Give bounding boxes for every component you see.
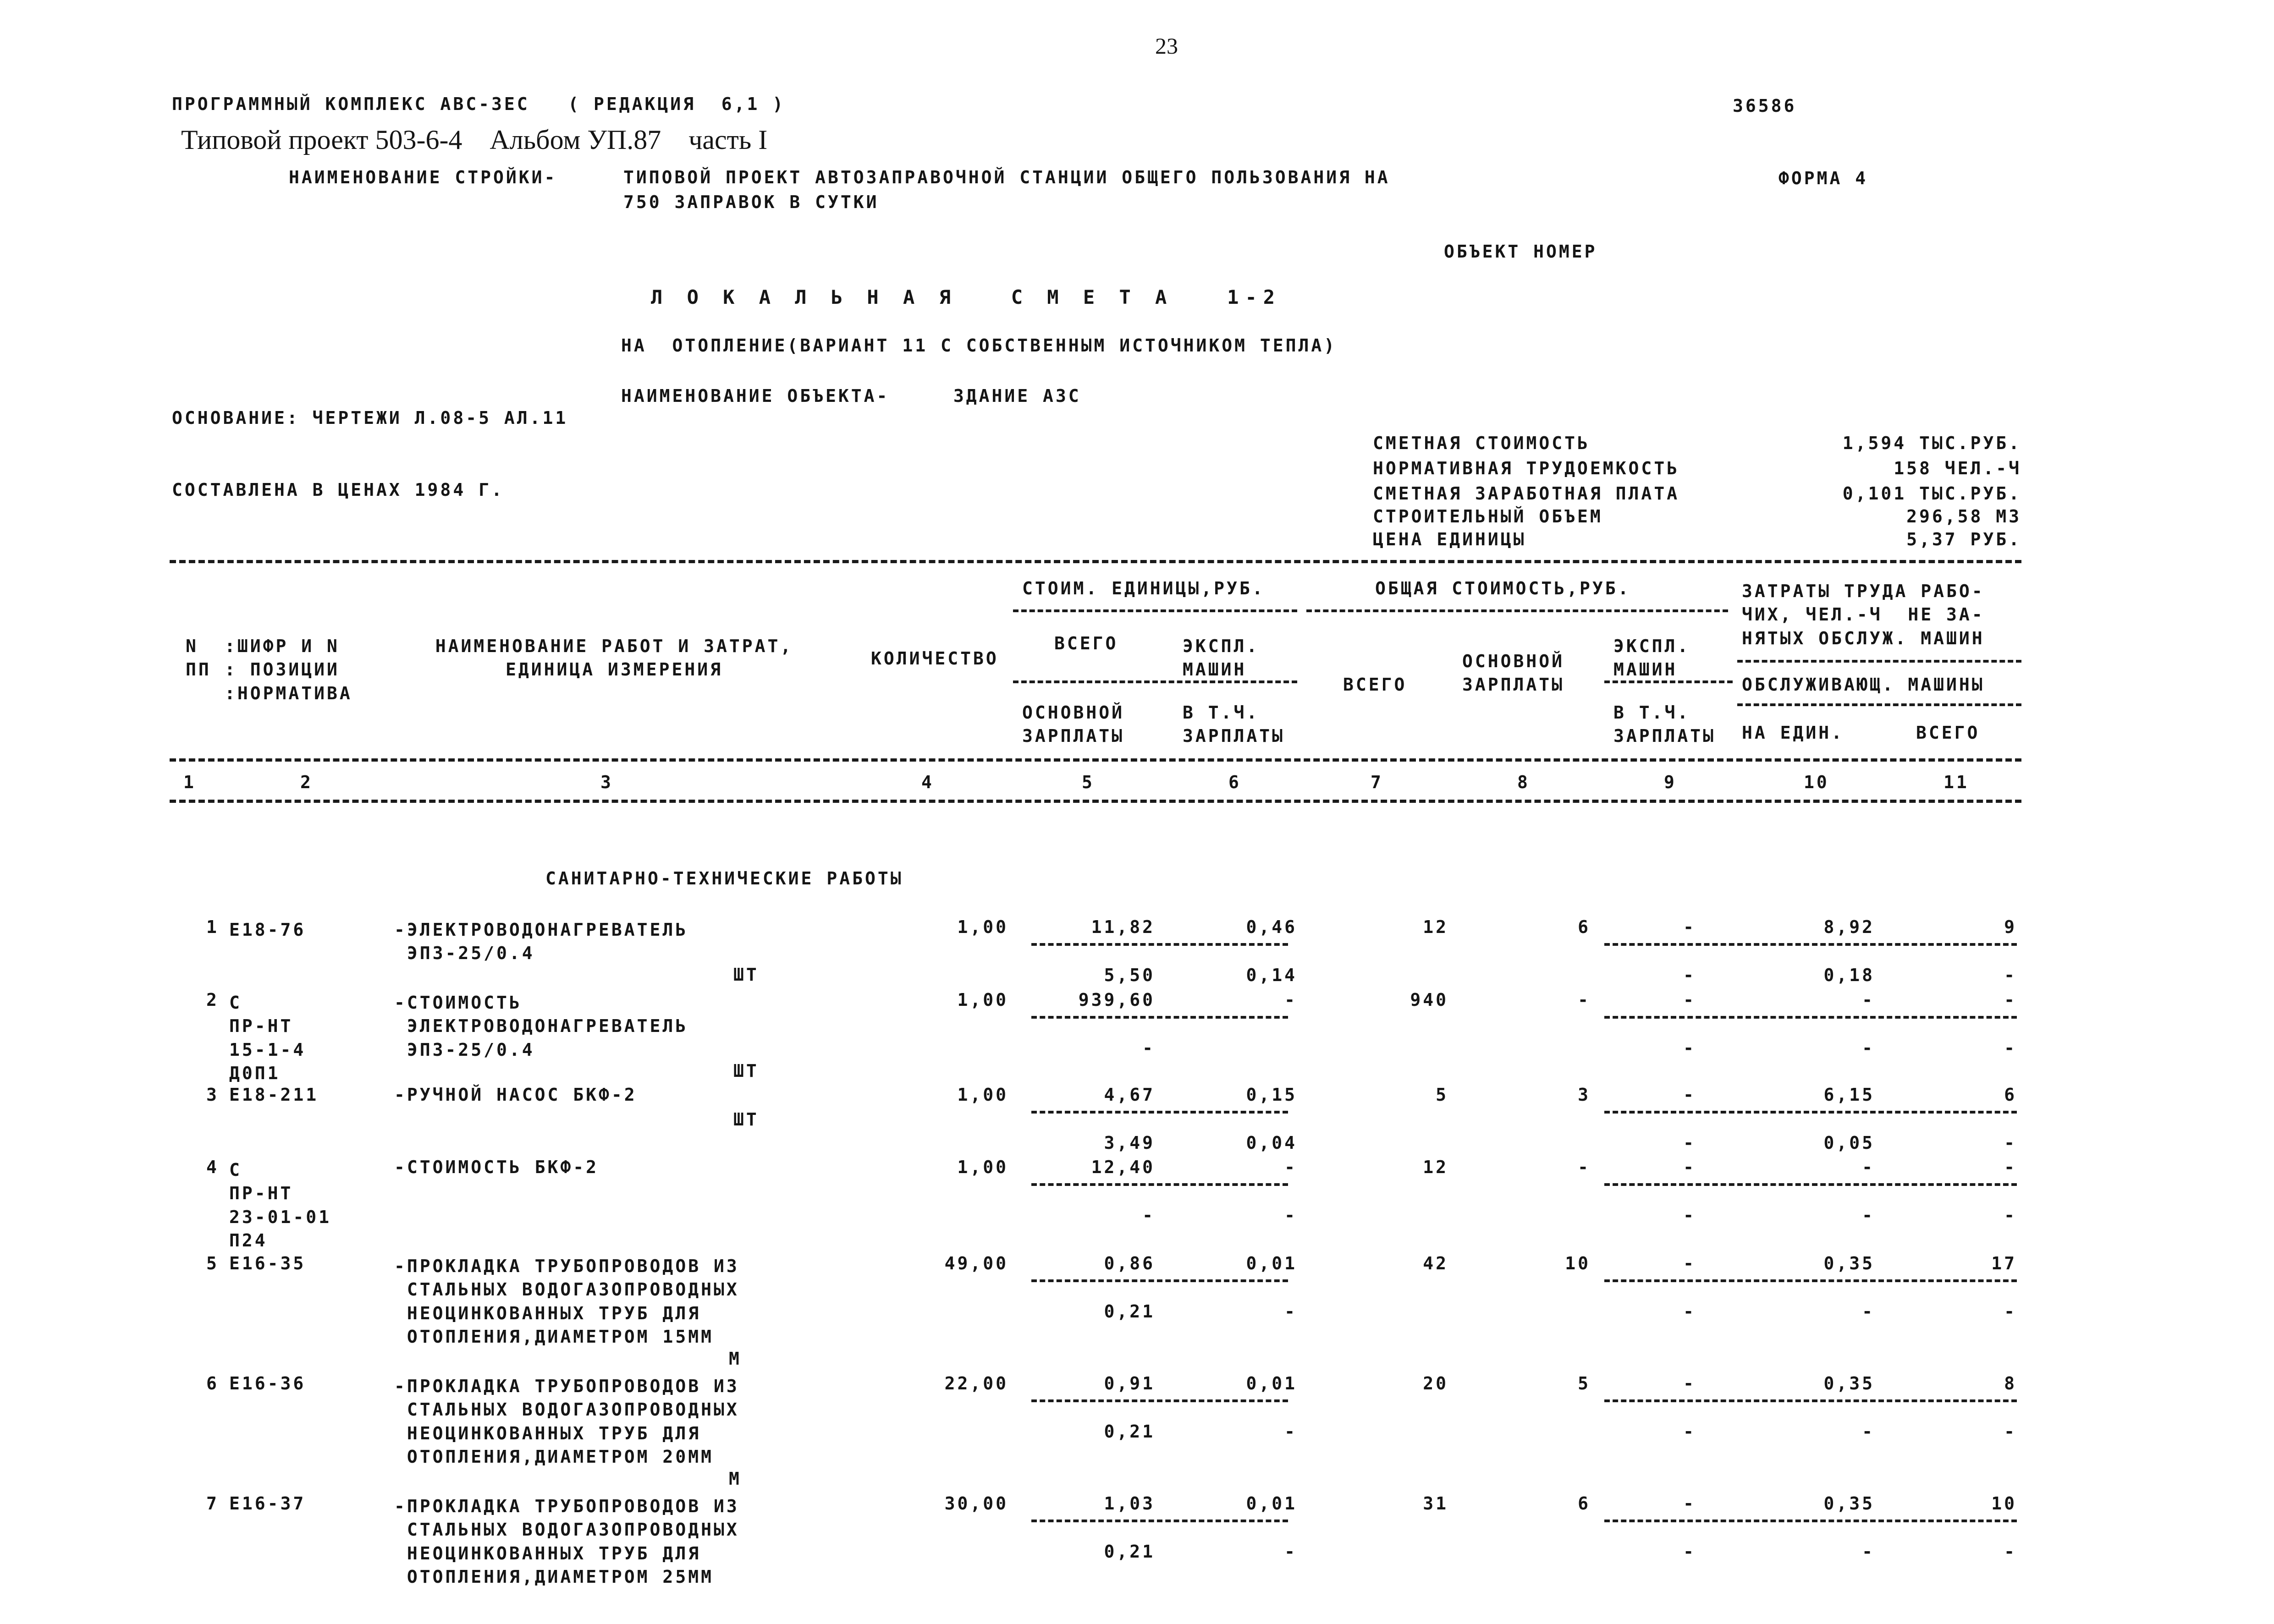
row-subrule [1031, 943, 1288, 946]
row-unit-total: 0,86 [1104, 1253, 1155, 1273]
table-row [0, 917, 2274, 985]
row-total-base: - [1578, 1157, 1591, 1177]
row-subrule [1604, 1016, 2017, 1019]
page-number: 23 [1155, 33, 1178, 59]
row-code: С ПР-НТ 23-01-01 П24 [229, 1160, 332, 1251]
column-number: 9 [1664, 772, 1677, 792]
row-total-expl: - [1683, 1373, 1696, 1394]
row-number: 3 [206, 1085, 219, 1105]
row-quantity: 1,00 [957, 917, 1008, 937]
basis-line: ОСНОВАНИЕ: ЧЕРТЕЖИ Л.08-5 АЛ.11 [172, 408, 568, 428]
column-number: 5 [1082, 772, 1095, 792]
row-number: 6 [206, 1373, 219, 1394]
row-total: 31 [1423, 1493, 1448, 1514]
row-code: Е16-35 [229, 1253, 306, 1273]
row-labor-serv-total: - [2004, 1205, 2017, 1225]
row-total-base: 10 [1565, 1253, 1591, 1273]
row-number: 1 [206, 917, 219, 937]
row-total-expl: - [1683, 1085, 1696, 1105]
row-unit-expl: 0,15 [1246, 1085, 1297, 1105]
header-unit-base-pay: ОСНОВНОЙ ЗАРПЛАТЫ [1022, 702, 1125, 746]
estimate-subtitle: НА ОТОПЛЕНИЕ(ВАРИАНТ 11 С СОБСТВЕННЫМ ИСТОЧНИКОМ ТЕПЛА) [621, 335, 1337, 356]
row-total-incl: - [1683, 965, 1696, 985]
row-unit-incl-pay: 0,14 [1246, 965, 1297, 985]
column-number: 2 [300, 772, 313, 792]
header-unit-all: ВСЕГО [1054, 633, 1118, 653]
row-unit-expl: 0,01 [1246, 1373, 1297, 1394]
row-total-expl: - [1683, 1493, 1696, 1514]
row-labor-unit: - [1862, 1157, 1875, 1177]
row-unit-expl: 0,01 [1246, 1493, 1297, 1514]
header-bottom-rule [170, 758, 2021, 762]
row-unit-total: 1,03 [1104, 1493, 1155, 1514]
row-subrule [1031, 1111, 1288, 1114]
row-code: Е18-211 [229, 1085, 319, 1105]
row-total-incl: - [1683, 1133, 1696, 1153]
row-subrule [1031, 1399, 1288, 1402]
row-subrule [1604, 1399, 2017, 1402]
row-unit-total: 11,82 [1091, 917, 1155, 937]
row-name: -ПРОКЛАДКА ТРУБОПРОВОДОВ ИЗ СТАЛЬНЫХ ВОДОГАЗОПРОВОДНЫХ НЕОЦИНКОВАННЫХ ТРУБ ДЛЯ ОТОПЛЕНИЯ,ДИАМЕТРОМ 15ММ [394, 1256, 739, 1347]
construction-name-line1: ТИПОВОЙ ПРОЕКТ АВТОЗАПРАВОЧНОЙ СТАНЦИИ ОБЩЕГО ПОЛЬЗОВАНИЯ НА [623, 167, 1390, 187]
header-name: НАИМЕНОВАНИЕ РАБОТ И ЗАТРАТ, ЕДИНИЦА ИЗМЕРЕНИЯ [435, 636, 793, 680]
summary-value: 158 ЧЕЛ.-Ч [1894, 458, 2021, 478]
header-unit-expl: ЭКСПЛ. МАШИН [1183, 636, 1260, 680]
row-unit-expl: - [1284, 1157, 1297, 1177]
row-total: 12 [1423, 1157, 1448, 1177]
column-number: 10 [1804, 772, 1829, 792]
row-labor-serv-unit: 0,18 [1823, 965, 1875, 985]
summary-label: СМЕТНАЯ ЗАРАБОТНАЯ ПЛАТА [1373, 483, 1680, 504]
row-total-base: 3 [1578, 1085, 1591, 1105]
row-unit-incl-pay: - [1284, 1421, 1297, 1442]
header-total-all: ВСЕГО [1343, 675, 1407, 695]
row-total-base: 6 [1578, 917, 1591, 937]
column-number: 11 [1944, 772, 1969, 792]
row-subrule [1604, 1279, 2017, 1282]
row-total-incl: - [1683, 1038, 1696, 1058]
column-number: 8 [1517, 772, 1530, 792]
row-unit-base-pay: 5,50 [1104, 965, 1155, 985]
row-labor-total: 6 [2004, 1085, 2017, 1105]
row-labor-serv-unit: - [1862, 1038, 1875, 1058]
column-number: 4 [921, 772, 934, 792]
header-code: :ШИФР И N : ПОЗИЦИИ :НОРМАТИВА [225, 636, 352, 703]
prices-line: СОСТАВЛЕНА В ЦЕНАХ 1984 Г. [172, 480, 504, 500]
row-subrule [1031, 1520, 1288, 1522]
row-unit: ШТ [733, 1061, 759, 1081]
row-labor-serv-total: - [2004, 1542, 2017, 1562]
row-labor-serv-unit: 0,05 [1823, 1133, 1875, 1153]
row-name: -СТОИМОСТЬ БКФ-2 [394, 1157, 599, 1177]
row-labor-total: 17 [1991, 1253, 2017, 1273]
header-total-incl: В Т.Ч. ЗАРПЛАТЫ [1613, 702, 1716, 746]
column-number: 1 [183, 772, 196, 792]
header-subrule [1306, 609, 1728, 612]
row-total-base: 5 [1578, 1373, 1591, 1394]
row-unit-expl: - [1284, 990, 1297, 1010]
row-labor-unit: 6,15 [1823, 1085, 1875, 1105]
object-number: ОБЪЕКТ НОМЕР [1444, 241, 1597, 262]
row-code: Е16-37 [229, 1493, 306, 1514]
row-labor-serv-total: - [2004, 1421, 2017, 1442]
row-name: -ПРОКЛАДКА ТРУБОПРОВОДОВ ИЗ СТАЛЬНЫХ ВОДОГАЗОПРОВОДНЫХ НЕОЦИНКОВАННЫХ ТРУБ ДЛЯ ОТОПЛЕНИЯ,ДИАМЕТРОМ 20ММ [394, 1376, 739, 1467]
row-labor-unit: 8,92 [1823, 917, 1875, 937]
row-total-base: - [1578, 990, 1591, 1010]
row-number: 5 [206, 1253, 219, 1273]
row-total: 12 [1423, 917, 1448, 937]
row-labor-serv-unit: - [1862, 1421, 1875, 1442]
summary-label: СТРОИТЕЛЬНЫЙ ОБЪЕМ [1373, 506, 1603, 527]
header-quantity: КОЛИЧЕСТВО [871, 648, 999, 669]
header-total-cost: ОБЩАЯ СТОИМОСТЬ,РУБ. [1375, 578, 1631, 598]
row-labor-serv-total: - [2004, 1133, 2017, 1153]
row-subrule [1031, 1016, 1288, 1019]
table-top-rule [170, 560, 2021, 563]
row-unit: ШТ [733, 965, 759, 985]
row-unit-incl-pay: 0,04 [1246, 1133, 1297, 1153]
row-total-incl: - [1683, 1542, 1696, 1562]
row-subrule [1604, 1111, 2017, 1114]
row-quantity: 1,00 [957, 990, 1008, 1010]
row-unit-incl-pay: - [1284, 1301, 1297, 1322]
row-unit-incl-pay: - [1284, 1542, 1297, 1562]
row-code: Е16-36 [229, 1373, 306, 1394]
row-code: С ПР-НТ 15-1-4 Д0П1 [229, 993, 306, 1083]
row-labor-total: 8 [2004, 1373, 2017, 1394]
row-number: 2 [206, 990, 219, 1010]
row-name: -СТОИМОСТЬ ЭЛЕКТРОВОДОНАГРЕВАТЕЛЬ ЭПЗ-25/0.4 [394, 993, 688, 1060]
row-total-expl: - [1683, 1253, 1696, 1273]
row-total-incl: - [1683, 1301, 1696, 1322]
summary-value: 5,37 РУБ. [1906, 529, 2021, 549]
header-n: N ПП [186, 636, 211, 680]
row-labor-serv-total: - [2004, 1301, 2017, 1322]
row-labor-serv-total: - [2004, 1038, 2017, 1058]
row-code: Е18-76 [229, 920, 306, 940]
row-subrule [1031, 1279, 1288, 1282]
header-total-base: ОСНОВНОЙ ЗАРПЛАТЫ [1462, 651, 1565, 695]
table-row [0, 1157, 2274, 1251]
row-quantity: 1,00 [957, 1157, 1008, 1177]
column-numbers-rule [170, 800, 2021, 803]
header-subrule [1013, 609, 1297, 612]
row-labor-total: 10 [1991, 1493, 2017, 1514]
row-name: -ЭЛЕКТРОВОДОНАГРЕВАТЕЛЬ ЭПЗ-25/0.4 [394, 920, 688, 964]
row-subrule [1604, 1183, 2017, 1186]
row-name: -РУЧНОЙ НАСОС БКФ-2 [394, 1085, 637, 1105]
row-total-base: 6 [1578, 1493, 1591, 1514]
row-labor-unit: 0,35 [1823, 1253, 1875, 1273]
row-unit-total: 0,91 [1104, 1373, 1155, 1394]
project-line: Типовой проект 503-6-4 Альбом УП.87 часть I [181, 125, 768, 155]
row-unit-total: 12,40 [1091, 1157, 1155, 1177]
header-per-unit: НА ЕДИН. [1742, 723, 1845, 743]
construction-name-line2: 750 ЗАПРАВОК В СУТКИ [623, 192, 879, 212]
section-title: САНИТАРНО-ТЕХНИЧЕСКИЕ РАБОТЫ [545, 868, 903, 889]
summary-label: СМЕТНАЯ СТОИМОСТЬ [1373, 433, 1590, 453]
column-number: 6 [1228, 772, 1241, 792]
row-unit-base-pay: 3,49 [1104, 1133, 1155, 1153]
row-labor-serv-unit: - [1862, 1205, 1875, 1225]
header-unit-cost: СТОИМ. ЕДИНИЦЫ,РУБ. [1022, 578, 1265, 598]
row-unit-base-pay: - [1142, 1038, 1155, 1058]
row-unit-base-pay: 0,21 [1104, 1542, 1155, 1562]
row-subrule [1604, 1520, 2017, 1522]
row-unit-base-pay: 0,21 [1104, 1421, 1155, 1442]
row-unit-incl-pay: - [1284, 1205, 1297, 1225]
row-unit-total: 939,60 [1078, 990, 1155, 1010]
row-total: 940 [1410, 990, 1448, 1010]
row-unit-base-pay: - [1142, 1205, 1155, 1225]
row-number: 7 [206, 1493, 219, 1514]
header-labor-service: ОБСЛУЖИВАЮЩ. МАШИНЫ [1742, 675, 1985, 695]
table-row [0, 990, 2274, 1083]
column-number: 3 [600, 772, 613, 792]
header-subrule [1737, 703, 2021, 706]
row-quantity: 22,00 [944, 1373, 1008, 1394]
program-line: ПРОГРАММНЫЙ КОМПЛЕКС АВС-ЗЕС ( РЕДАКЦИЯ 6,1 ) [172, 94, 786, 114]
header-subrule [1737, 660, 2021, 663]
row-labor-total: 9 [2004, 917, 2017, 937]
column-number: 7 [1371, 772, 1383, 792]
document-code: 36586 [1733, 96, 1797, 116]
row-unit-total: 4,67 [1104, 1085, 1155, 1105]
row-quantity: 30,00 [944, 1493, 1008, 1514]
form-label: ФОРМА 4 [1778, 168, 1868, 188]
row-quantity: 49,00 [944, 1253, 1008, 1273]
row-labor-serv-unit: - [1862, 1542, 1875, 1562]
header-labor: ЗАТРАТЫ ТРУДА РАБО- ЧИХ, ЧЕЛ.-Ч НЕ ЗА- НЯТЫХ ОБСЛУЖ. МАШИН [1742, 581, 1985, 648]
row-labor-serv-total: - [2004, 965, 2017, 985]
row-labor-total: - [2004, 1157, 2017, 1177]
row-unit: М [729, 1349, 742, 1369]
row-subrule [1604, 943, 2017, 946]
row-unit-expl: 0,01 [1246, 1253, 1297, 1273]
row-subrule [1031, 1183, 1288, 1186]
summary-value: 1,594 ТЫС.РУБ. [1842, 433, 2021, 453]
row-labor-serv-unit: - [1862, 1301, 1875, 1322]
row-labor-unit: - [1862, 990, 1875, 1010]
summary-label: НОРМАТИВНАЯ ТРУДОЕМКОСТЬ [1373, 458, 1680, 478]
row-total-incl: - [1683, 1421, 1696, 1442]
row-total-expl: - [1683, 1157, 1696, 1177]
row-labor-unit: 0,35 [1823, 1493, 1875, 1514]
summary-label: ЦЕНА ЕДИНИЦЫ [1373, 529, 1526, 549]
row-total-expl: - [1683, 917, 1696, 937]
row-total: 42 [1423, 1253, 1448, 1273]
row-total-expl: - [1683, 990, 1696, 1010]
row-unit: М [729, 1469, 742, 1489]
row-number: 4 [206, 1157, 219, 1177]
header-total-expl: ЭКСПЛ. МАШИН [1613, 636, 1690, 680]
row-unit-base-pay: 0,21 [1104, 1301, 1155, 1322]
construction-name-label: НАИМЕНОВАНИЕ СТРОЙКИ- [289, 167, 557, 187]
row-total: 5 [1436, 1085, 1448, 1105]
row-labor-total: - [2004, 990, 2017, 1010]
row-unit: ШТ [733, 1109, 759, 1130]
row-quantity: 1,00 [957, 1085, 1008, 1105]
row-name: -ПРОКЛАДКА ТРУБОПРОВОДОВ ИЗ СТАЛЬНЫХ ВОДОГАЗОПРОВОДНЫХ НЕОЦИНКОВАННЫХ ТРУБ ДЛЯ ОТОПЛЕНИЯ,ДИАМЕТРОМ 25ММ [394, 1496, 739, 1587]
estimate-title: Л О К А Л Ь Н А Я С М Е Т А 1-2 [651, 286, 1282, 308]
row-labor-unit: 0,35 [1823, 1373, 1875, 1394]
object-name: НАИМЕНОВАНИЕ ОБЪЕКТА- ЗДАНИЕ АЗС [621, 386, 1081, 406]
header-labor-total: ВСЕГО [1916, 723, 1980, 743]
row-total-incl: - [1683, 1205, 1696, 1225]
summary-value: 0,101 ТЫС.РУБ. [1842, 483, 2021, 504]
summary-value: 296,58 М3 [1906, 506, 2021, 527]
row-unit-expl: 0,46 [1246, 917, 1297, 937]
row-total: 20 [1423, 1373, 1448, 1394]
header-unit-incl-pay: В Т.Ч. ЗАРПЛАТЫ [1183, 702, 1285, 746]
